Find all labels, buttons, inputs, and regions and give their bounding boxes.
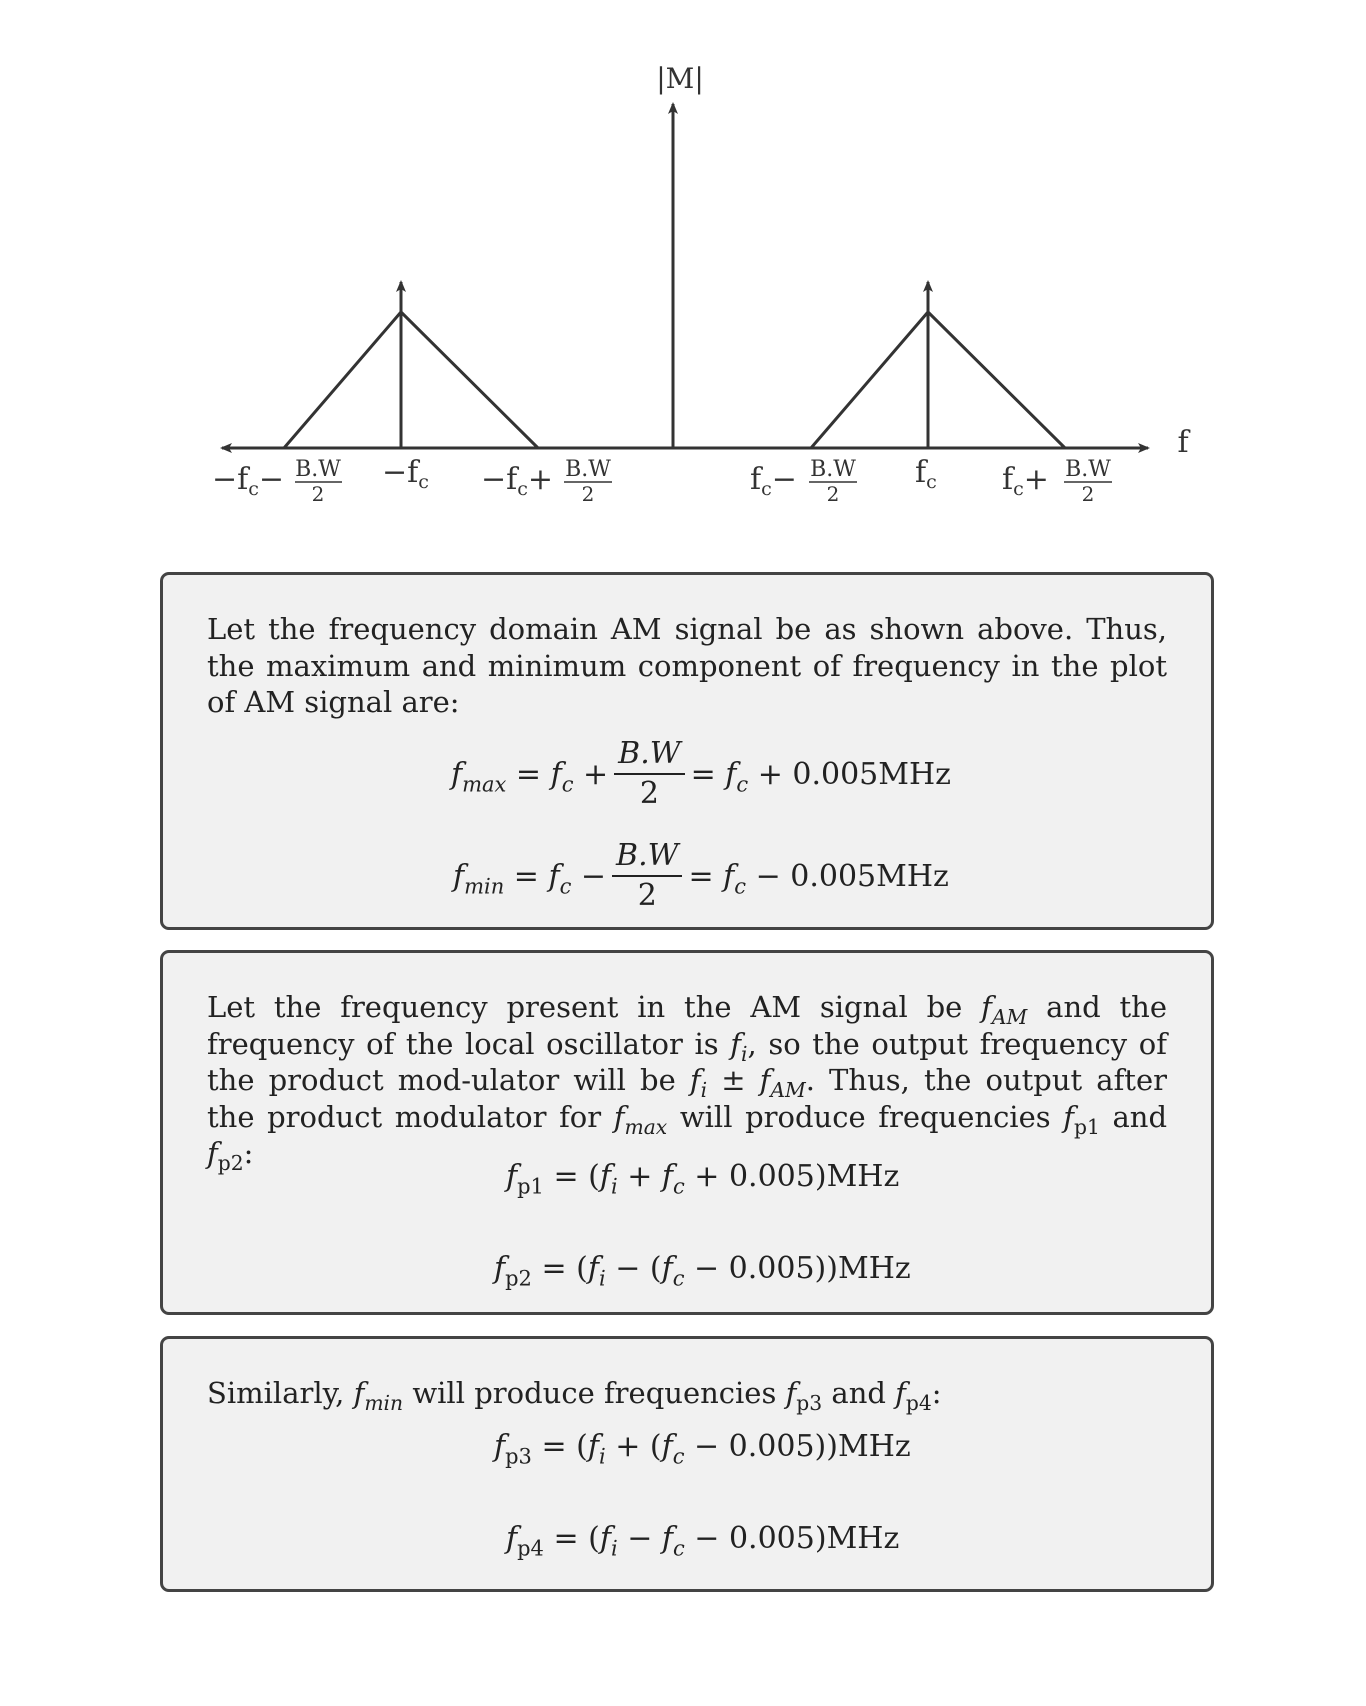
svg-text:−fc: $-f_c$ [382, 455, 429, 493]
svg-text:fc+: $f_c+$ [1002, 462, 1049, 500]
svg-text:2: 2 [1081, 482, 1095, 506]
fp3-equation: $f_{p3} = (f_i + (f_c - 0.005))MHz$ [494, 1429, 911, 1469]
tick-label-fc [915, 455, 937, 493]
y-axis-label: |M| [656, 62, 704, 95]
product-modulator-box [160, 950, 1214, 1315]
left-sideband-triangle [284, 312, 538, 448]
svg-text:−fc+: $-f_c+$ [481, 462, 554, 500]
x-axis-label: f [1177, 425, 1189, 460]
tick-label-neg-fc [382, 455, 429, 493]
tick-label-neg-fc-plus-bw [481, 457, 612, 506]
svg-text:2: 2 [826, 482, 840, 506]
fp2-equation: $f_{p2} = (f_i - (f_c - 0.005))MHz$ [494, 1251, 911, 1291]
am-spectrum-diagram [0, 0, 1366, 540]
svg-text:fc−: $f_c-$ [750, 462, 797, 500]
fp4-equation: $f_{p4} = (f_i - f_c - 0.005)MHz$ [506, 1521, 900, 1561]
fmin-frequencies-box [160, 1336, 1214, 1592]
svg-text:B.W: B.W [295, 457, 341, 482]
svg-text:2: 2 [581, 482, 595, 506]
product-modulator-paragraph: Let the frequency present in the AM signal be $f_{AM}$ and the frequency of the local oscillator is $f_i$, so the output frequency of the product mod-ulator will be $f_i \pm f_{AM}$. Thus, the output after the product modulator for $f_{max}$ will produce frequencies $f_{p1}$ and $f_{p2}$: [207, 990, 1168, 1176]
svg-text:B.W: B.W [1065, 457, 1111, 482]
max-min-frequency-box [160, 572, 1214, 930]
fp1-equation: $f_{p1} = (f_i + f_c + 0.005)MHz$ [506, 1159, 900, 1199]
tick-label-fc-minus-bw [750, 457, 857, 506]
tick-label-neg-fc-minus-bw [212, 457, 342, 506]
fmin-equation: $f_{min} = f_c$ − $\frac{B.W}{2}$ = $f_c - 0.005MHz$ [453, 838, 949, 913]
svg-text:fc: $f_c$ [915, 455, 937, 493]
svg-text:−fc−: $-f_c-$ [212, 462, 285, 500]
right-sideband-triangle [811, 312, 1065, 448]
tick-label-fc-plus-bw [1002, 457, 1112, 506]
fmax-equation: $f_{max} = f_c$ + $\frac{B.W}{2}$ = $f_c + 0.005MHz$ [451, 736, 951, 811]
svg-text:B.W: B.W [810, 457, 856, 482]
intro-paragraph: Let the frequency domain AM signal be as shown above. Thus, the maximum and minimum component of frequency in the plot of AM signal are: [207, 612, 1167, 719]
svg-text:B.W: B.W [565, 457, 611, 482]
fmin-paragraph: Similarly, $f_{min}$ will produce frequencies $f_{p3}$ and $f_{p4}$: [207, 1376, 942, 1416]
svg-text:2: 2 [311, 482, 325, 506]
